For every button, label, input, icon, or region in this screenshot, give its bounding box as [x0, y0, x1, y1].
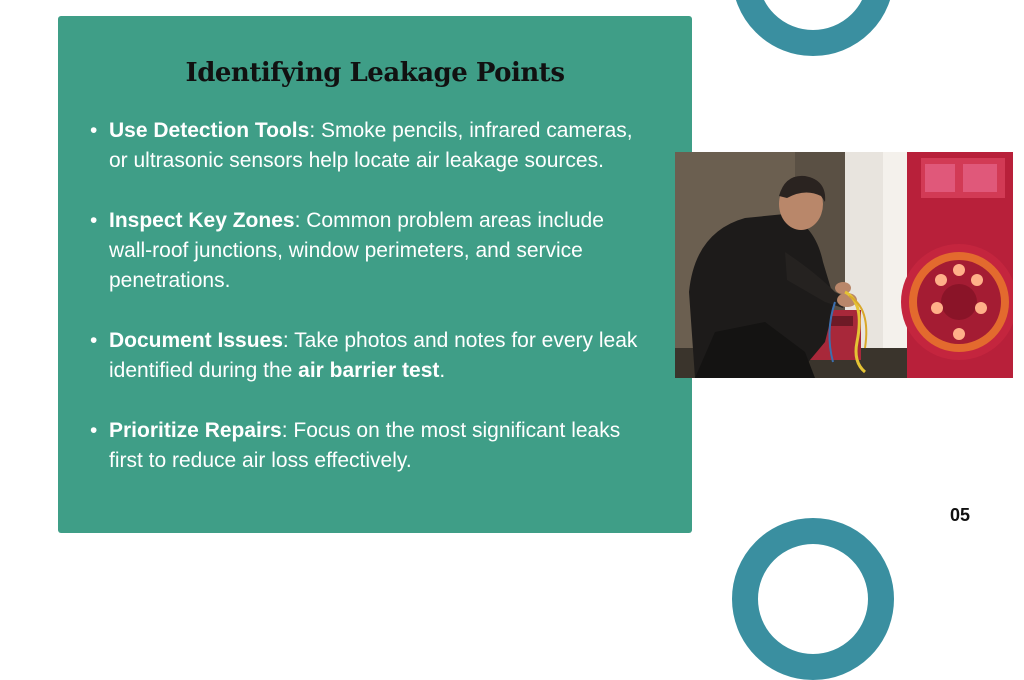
slide-title: Identifying Leakage Points — [185, 58, 565, 88]
bullet-emphasis: air barrier test — [298, 359, 440, 382]
bullet-heading: Prioritize Repairs — [109, 419, 282, 442]
bullet-text: : Take photos and notes for every leak identified during the — [109, 329, 638, 382]
technician-photo — [675, 152, 1013, 378]
decorative-ring-bottom — [732, 518, 894, 680]
bullet-text: : Common problem areas include wall-roof junctions, window perimeters, and service penetrations. — [109, 209, 604, 292]
bullet-text: : Smoke pencils, infrared cameras, or ultrasonic sensors help locate air leakage sources. — [109, 119, 633, 172]
bullet-item — [90, 206, 650, 296]
bullet-item — [90, 416, 650, 476]
bullet-heading: Inspect Key Zones — [109, 209, 295, 232]
bullet-tail: . — [439, 359, 446, 382]
content-card — [58, 16, 692, 533]
bullet-text: : Focus on the most significant leaks first to reduce air loss effectively. — [109, 419, 621, 472]
decorative-ring-top — [732, 0, 894, 56]
bullet-heading: Use Detection Tools — [109, 119, 310, 142]
technician-illustration — [675, 152, 1013, 378]
bullet-item — [90, 326, 650, 386]
page-number: 05 — [950, 505, 971, 525]
bullet-item — [90, 116, 650, 176]
bullet-list — [90, 116, 650, 506]
bullet-heading: Document Issues — [109, 329, 283, 352]
